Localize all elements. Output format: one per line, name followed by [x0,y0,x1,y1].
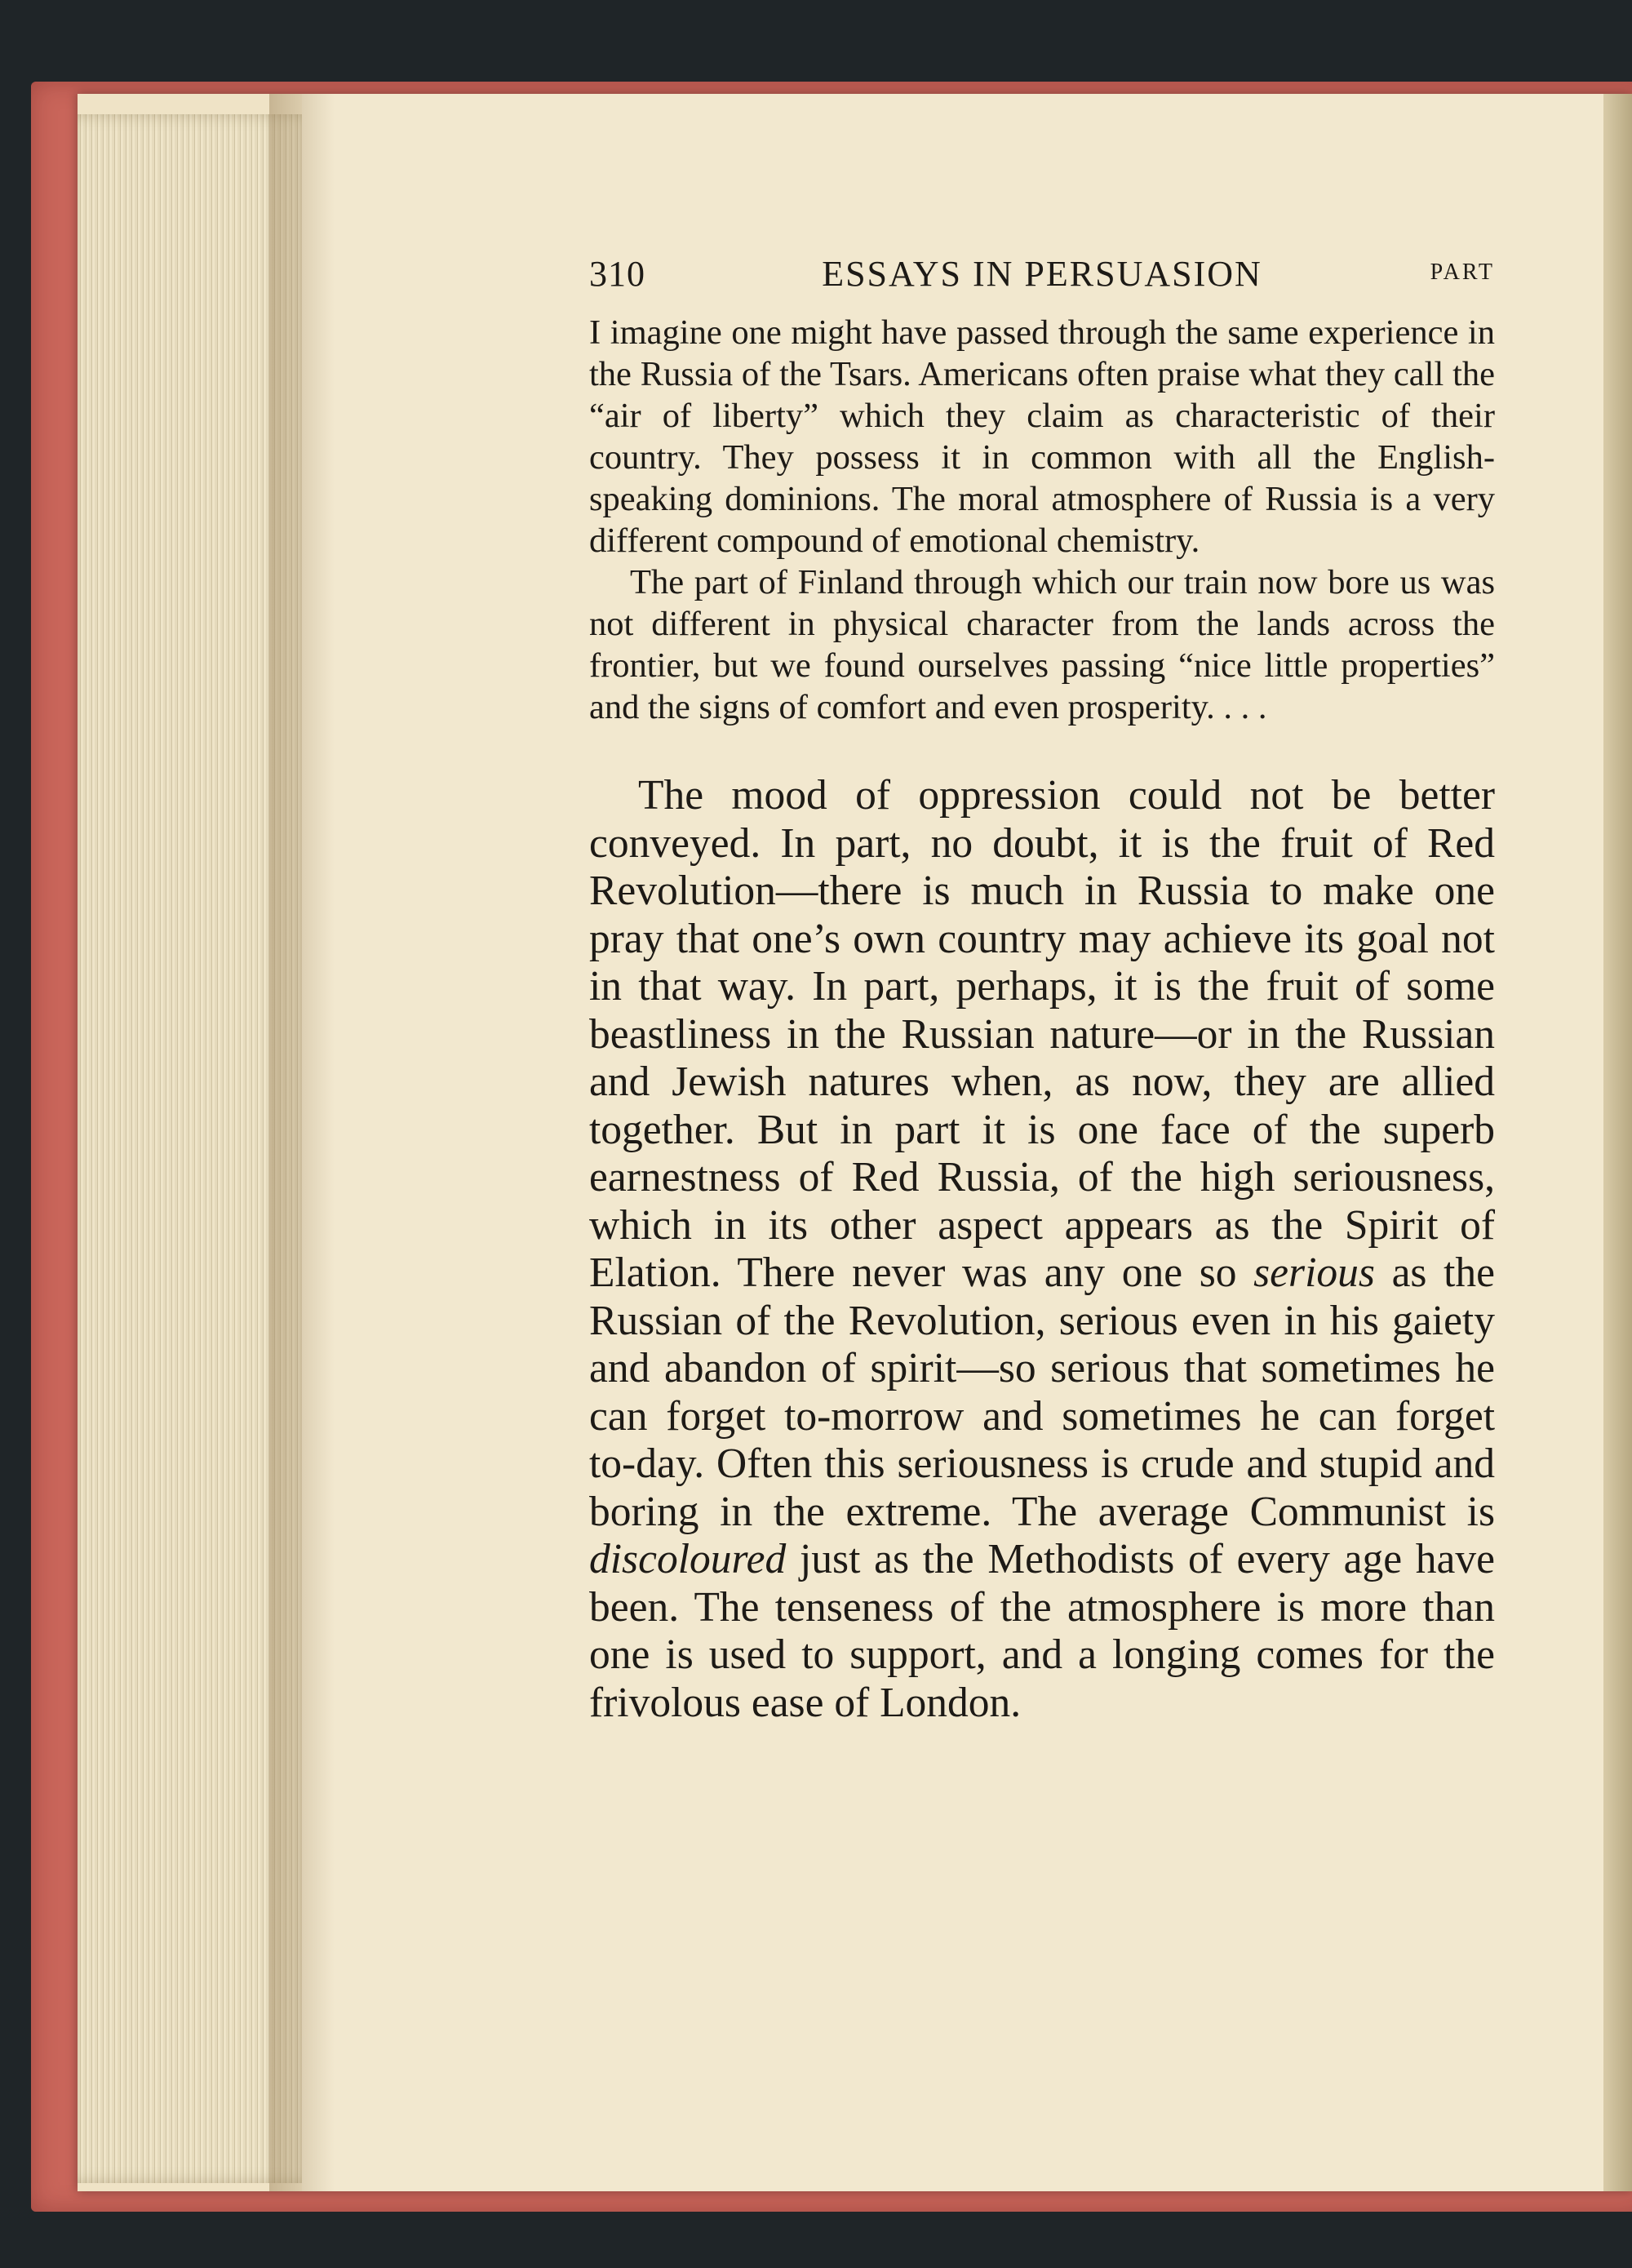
book-title: ESSAYS IN PERSUASION [822,254,1262,294]
quote-paragraph-1: I imagine one might have passed through the same experience in the Russia of the Tsars. Americans often praise what they call the “air of liberty” which they claim as characteristic of their country. They possess it in common with all the English-speaking dominions. The moral atmosphere of Russia is a very different compound of emotional chemistry. [589,313,1495,560]
main-text-part-2: as the Russian of the Revolution, serious even in his gaiety and abandon of spirit—so serious that sometimes he can forget to-morrow and sometimes he can forget to-day. Often this seriousness is crude and stupid and boring in the extreme. The average Communist is [589,1249,1496,1535]
quote-paragraph-2: The part of Finland through which our train now bore us was not different in physical character from the lands across the frontier, but we found ourselves passing “nice little properties” and the signs of comfort and even prosperity. . . . [589,563,1495,726]
main-text [589,772,1495,1727]
main-text-part-3: just as the Methodists of every age have been. The tenseness of the atmosphere is more than one is used to support, and a longing comes for the frivolous ease of London. [589,1536,1496,1726]
page-content [589,245,1495,1727]
italic-serious: serious [1253,1249,1375,1296]
page-number: 310 [589,254,645,294]
italic-discoloured: discoloured [589,1536,787,1582]
right-page-edge [1603,94,1632,2191]
main-text-part-1: The mood of oppression could not be better conveyed. In part, no doubt, it is the fruit of Red Revolution—there is much in Russia to make one pray that one’s own country may achieve its goal not in that way. In part, perhaps, it is the fruit of some beastliness in the Russian nature—or in the Russian and Jewish natures when, as now, they are allied together. But in part it is one face of the superb earnestness of Red Russia, of the high seriousness, which in its other aspect appears as the Spirit of Elation. There never was any one so [589,772,1495,1296]
gutter-shadow [269,94,335,2191]
quoted-passage [589,312,1495,728]
section-label: PART [1430,260,1495,285]
main-paragraph [589,772,1495,1727]
running-head [589,245,1495,294]
